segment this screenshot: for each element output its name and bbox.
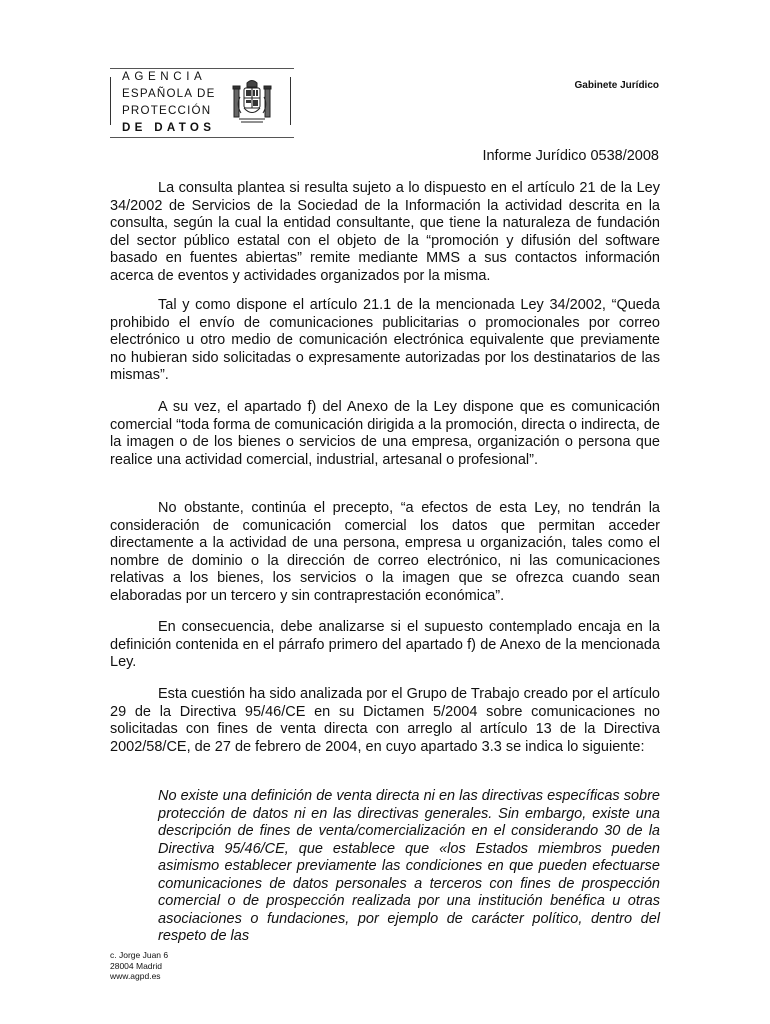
footer-address bbox=[110, 950, 168, 982]
body-text-4 bbox=[110, 500, 660, 605]
paragraph: La consulta plantea si resulta sujeto a lo dispuesto en el artículo 21 de la Ley 34/2002 de Servicios de la Sociedad de la Información la actividad descrita en la consulta, según la cual la entidad consultante, que tiene la naturaleza de fundación del sector público estatal con el objeto de la “promoción y difusión del software basado en fuentes abiertas” remite mediante MMS a sus contactos información acerca de eventos y actividades organizados por la misma. bbox=[110, 180, 660, 284]
body-text-3 bbox=[110, 399, 660, 469]
paragraph: Tal y como dispone el artículo 21.1 de la mencionada Ley 34/2002, “Queda prohibido el envío de comunicaciones publicitarias o promocionales por correo electrónico u otro medio de comunicación electrónica equivalente que previamente no hubieran sido solicitadas o expresamente autorizadas por los destinatarios de las mismas”. bbox=[110, 297, 660, 383]
footer-website: www.agpd.es bbox=[110, 971, 161, 981]
logo-left-rule bbox=[110, 77, 111, 125]
report-title: Informe Jurídico 0538/2008 bbox=[482, 148, 659, 164]
logo-line-1: AGENCIA bbox=[122, 70, 207, 83]
paragraph: No obstante, continúa el precepto, “a efectos de esta Ley, no tendrán la consideración de comunicación comercial los datos que permitan acceder directamente a la actividad de una persona, empresa u organización, tales como el nombre de dominio o la dirección de correo electrónico, ni las comunicaciones relativas a los bienes, los servicios o la imagen que se ofrezca cuando sean elaboradas por un tercero y sin contraprestación económica”. bbox=[110, 500, 660, 604]
coat-of-arms-icon bbox=[231, 77, 273, 129]
logo-right-rule bbox=[290, 77, 291, 125]
paragraph: A su vez, el apartado f) del Anexo de la Ley dispone que es comunicación comercial “toda forma de comunicación dirigida a la promoción, directa o indirecta, de la imagen o de los bienes o servicios de una empresa, organización o persona que realice una actividad comercial, industrial, artesanal o profesional”. bbox=[110, 399, 660, 468]
agency-name bbox=[122, 68, 216, 136]
body-text bbox=[110, 180, 660, 285]
agency-logo bbox=[110, 68, 294, 138]
body-text-2 bbox=[110, 297, 660, 385]
department-label: Gabinete Jurídico bbox=[574, 80, 659, 91]
block-quote: No existe una definición de venta directa ni en las directivas específicas sobre protección de datos ni en las directivas generales. Sin embargo, existe una descripción de fines de venta/comercialización en el considerando 30 de la Directiva 95/46/CE, que establece que «los Estados miembros pueden asimismo establecer previamente las condiciones en que pueden efectuarse comunicaciones de datos personales a terceros con fines de prospección comercial o de prospección realizada por una institución benéfica u otras asociaciones o fundaciones, por ejemplo de carácter político, dentro del respeto de las bbox=[158, 788, 660, 944]
paragraph: Esta cuestión ha sido analizada por el Grupo de Trabajo creado por el artículo 29 de la Directiva 95/46/CE en su Dictamen 5/2004 sobre comunicaciones no solicitadas con fines de venta directa con arreglo al artículo 13 de la Directiva 2002/58/CE, de 27 de febrero de 2004, en cuyo apartado 3.3 se indica lo siguiente: bbox=[110, 686, 660, 755]
logo-line-2: ESPAÑOLA DE bbox=[122, 87, 216, 100]
body-text-5 bbox=[110, 619, 660, 672]
quote-block bbox=[110, 788, 660, 946]
logo-line-3: PROTECCIÓN bbox=[122, 104, 212, 117]
footer-street: c. Jorge Juan 6 bbox=[110, 950, 169, 960]
paragraph: En consecuencia, debe analizarse si el supuesto contemplado encaja en la definición contenida en el párrafo primero del apartado f) de Anexo de la mencionada Ley. bbox=[110, 619, 660, 670]
body-text-6 bbox=[110, 686, 660, 756]
footer-city: 28004 Madrid bbox=[110, 960, 162, 971]
logo-line-4: DE DATOS bbox=[122, 121, 216, 134]
